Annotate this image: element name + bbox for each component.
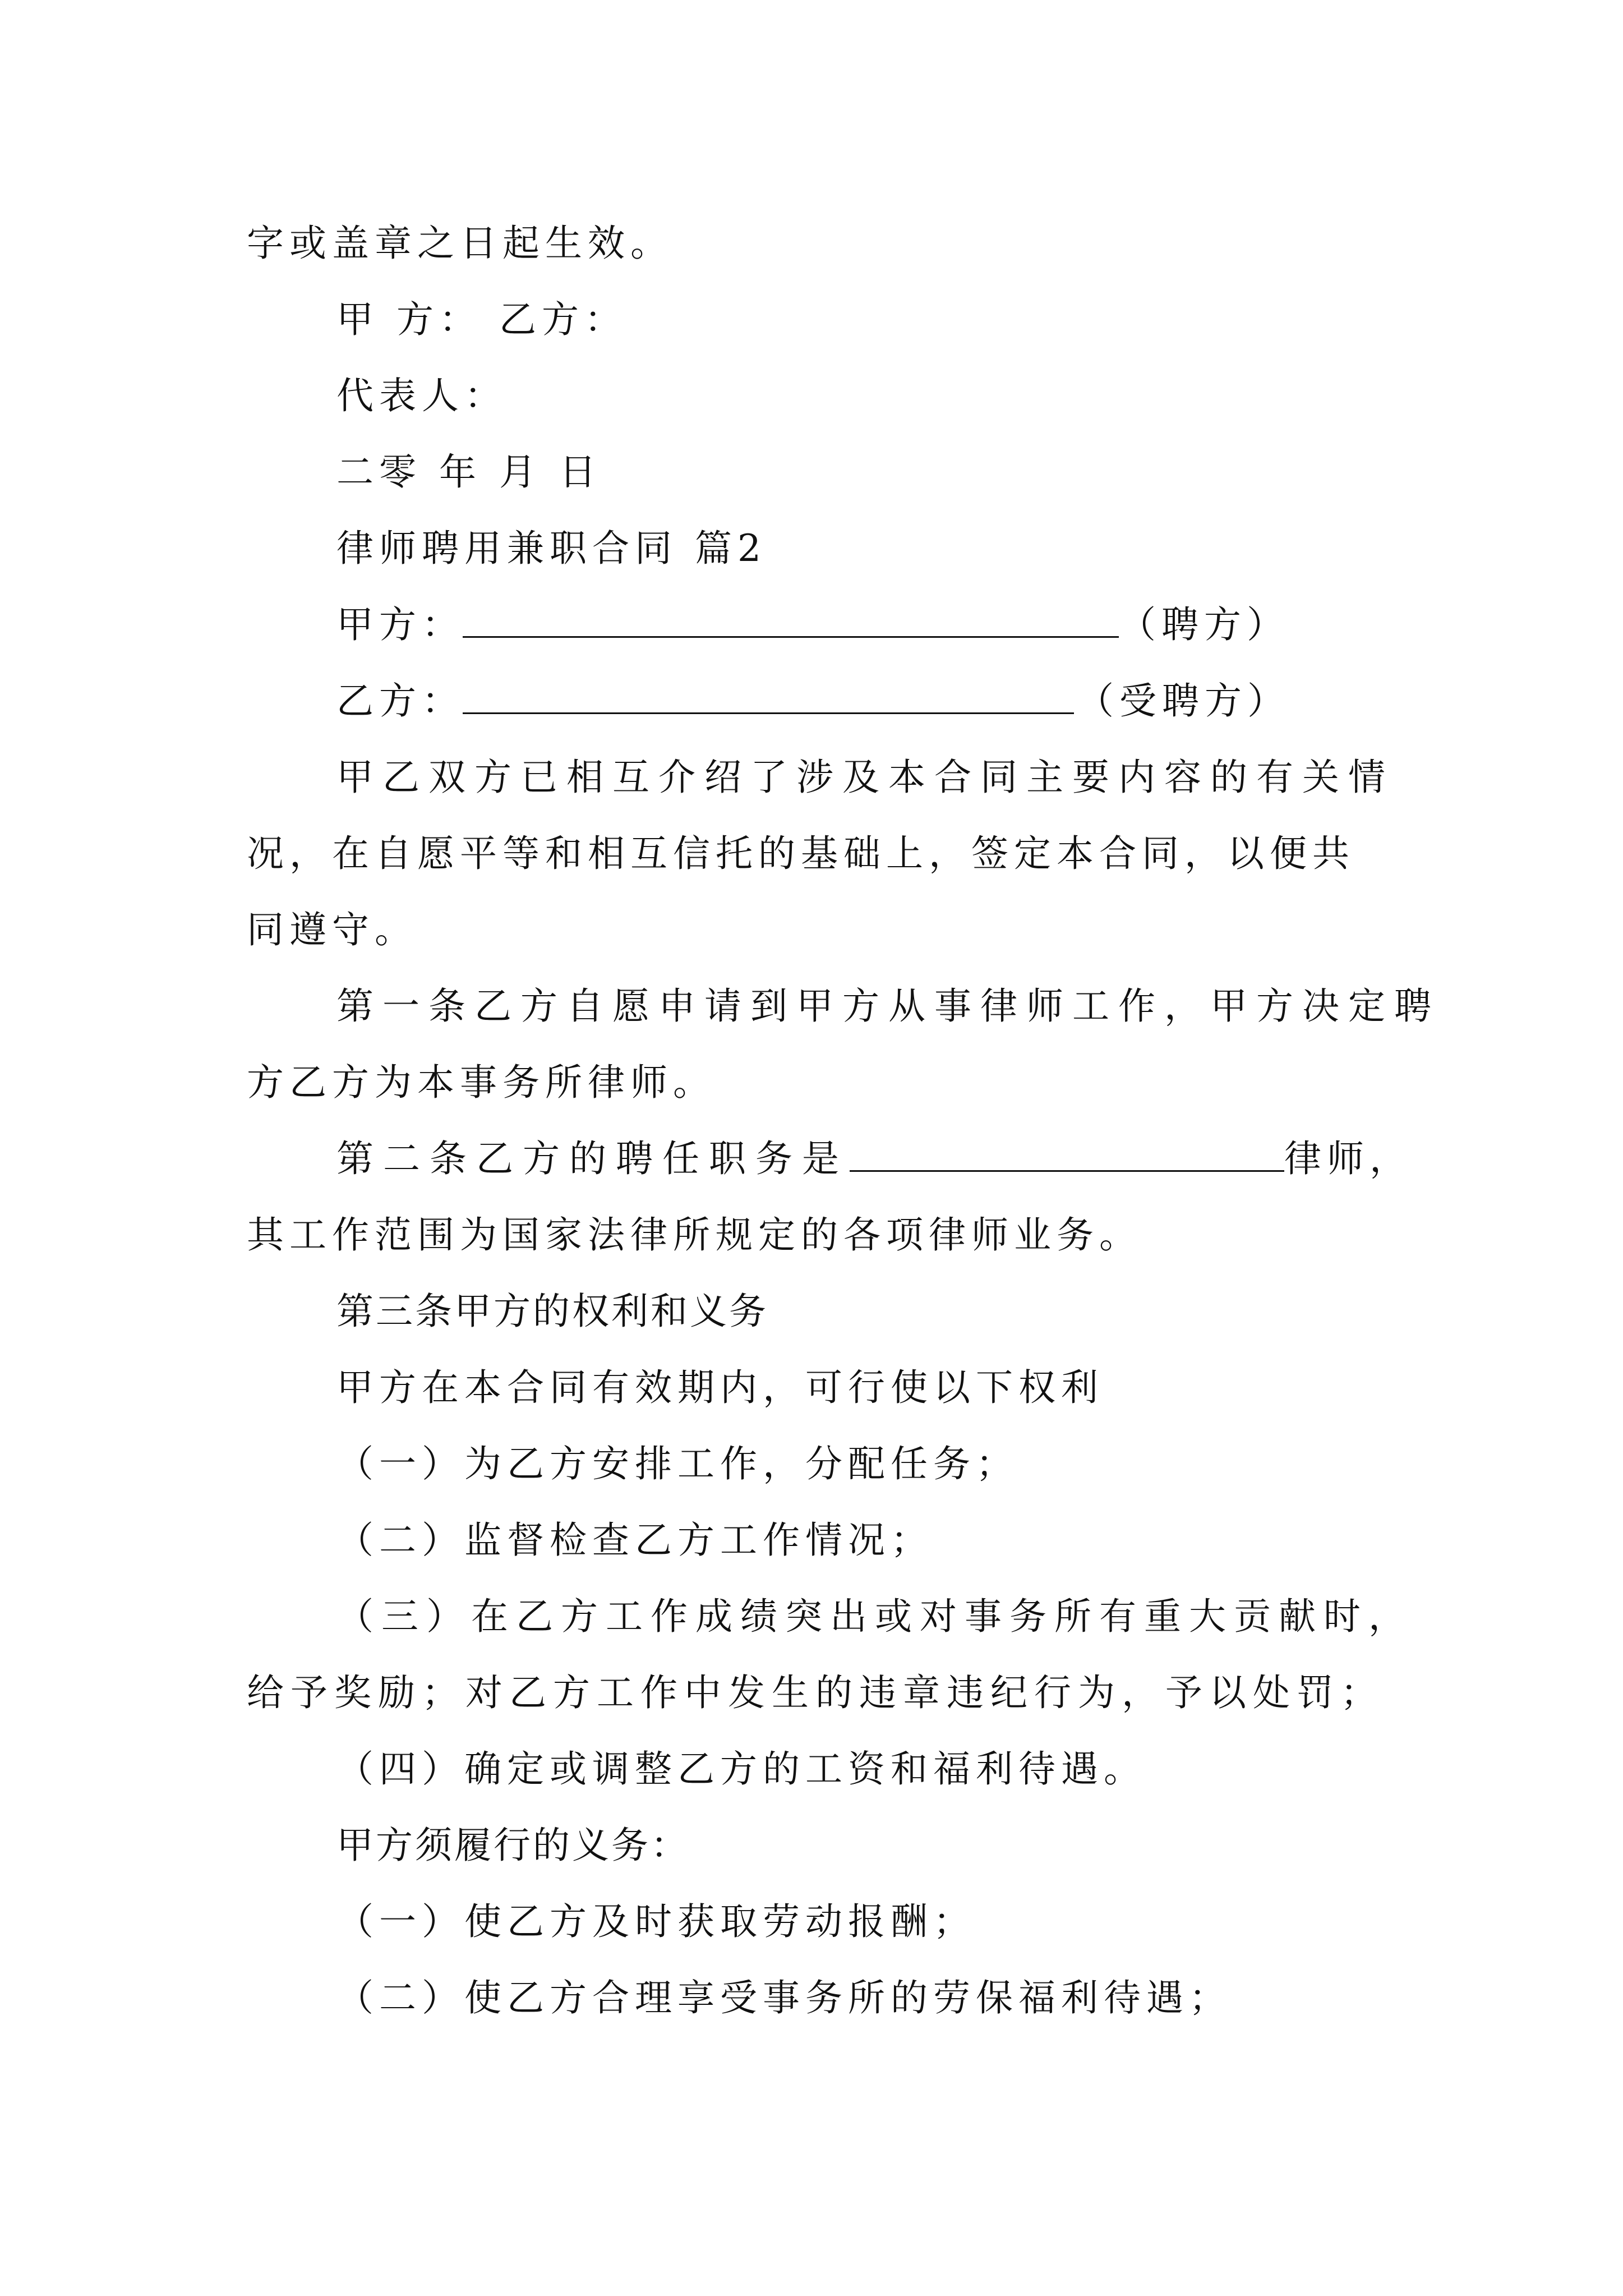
text: 甲 方： 乙方：	[336, 298, 627, 341]
position-blank	[850, 1131, 1284, 1172]
list-item	[336, 1741, 1146, 1797]
paragraph-line	[247, 902, 417, 958]
article-heading	[336, 1283, 768, 1340]
text: （一）使乙方及时获取劳动报酬；	[336, 1900, 976, 1943]
paragraph-line	[336, 1360, 1104, 1416]
party-a-blank	[463, 597, 1119, 638]
paragraph-line	[336, 978, 1440, 1034]
text: 第一条乙方自愿申请到甲方从事律师工作，甲方决定聘	[336, 984, 1440, 1028]
text: 二零 年 月 日	[336, 450, 602, 494]
paragraph-line	[247, 1207, 1142, 1263]
text: 代表人：	[336, 374, 507, 417]
text: 甲方在本合同有效期内，可行使以下权利	[336, 1366, 1104, 1409]
text: （四）确定或调整乙方的工资和福利待遇。	[336, 1747, 1146, 1791]
list-item	[336, 1512, 933, 1568]
text: 给予奖励；对乙方工作中发生的违章违纪行为，予以处罚；	[247, 1671, 1384, 1714]
paragraph-line	[336, 1818, 690, 1874]
text: 第三条甲方的权利和义务	[336, 1290, 768, 1333]
party-b-suffix: （受聘方）	[1077, 679, 1290, 723]
party-b-blank	[463, 673, 1074, 714]
list-item	[336, 1436, 1018, 1492]
paragraph-line	[247, 826, 1355, 882]
text: 字或盖章之日起生效。	[247, 222, 673, 265]
date-line	[336, 444, 602, 500]
paragraph-line	[336, 749, 1394, 806]
paragraph-line	[247, 1055, 716, 1111]
article-two-prefix: 第二条乙方的聘任职务是	[336, 1137, 849, 1180]
text: （三）在乙方工作成绩突出或对事务所有重大贡献时，	[336, 1595, 1413, 1638]
text: 同遵守。	[247, 908, 417, 951]
section-heading	[336, 521, 767, 577]
paragraph-line	[247, 1665, 1384, 1721]
text: 甲乙双方已相互介绍了涉及本合同主要内容的有关情	[336, 756, 1394, 799]
party-b-line	[336, 673, 1290, 729]
article-two-line	[336, 1131, 1412, 1187]
text: 其工作范围为国家法律所规定的各项律师业务。	[247, 1213, 1142, 1257]
list-item	[336, 1589, 1413, 1645]
text: 甲方须履行的义务：	[336, 1824, 690, 1867]
text: （二）监督检查乙方工作情况；	[336, 1519, 933, 1562]
list-item	[336, 1970, 1232, 2026]
party-a-line	[336, 597, 1290, 653]
representative-line	[336, 368, 507, 424]
text: （一）为乙方安排工作，分配任务；	[336, 1442, 1018, 1485]
text: 方乙方为本事务所律师。	[247, 1061, 716, 1104]
party-a-label: 甲方：	[336, 603, 464, 646]
text: 律师聘用兼职合同 篇2	[336, 527, 767, 570]
list-item	[336, 1894, 976, 1950]
paragraph-line	[247, 215, 673, 272]
article-two-suffix: 律师，	[1284, 1137, 1412, 1180]
text: 况，在自愿平等和相互信托的基础上，签定本合同，以便共	[247, 832, 1355, 875]
party-b-label: 乙方：	[336, 679, 464, 723]
text: （二）使乙方合理享受事务所的劳保福利待遇；	[336, 1976, 1232, 2019]
signature-party-line	[336, 292, 627, 348]
party-a-suffix: （聘方）	[1119, 603, 1289, 646]
